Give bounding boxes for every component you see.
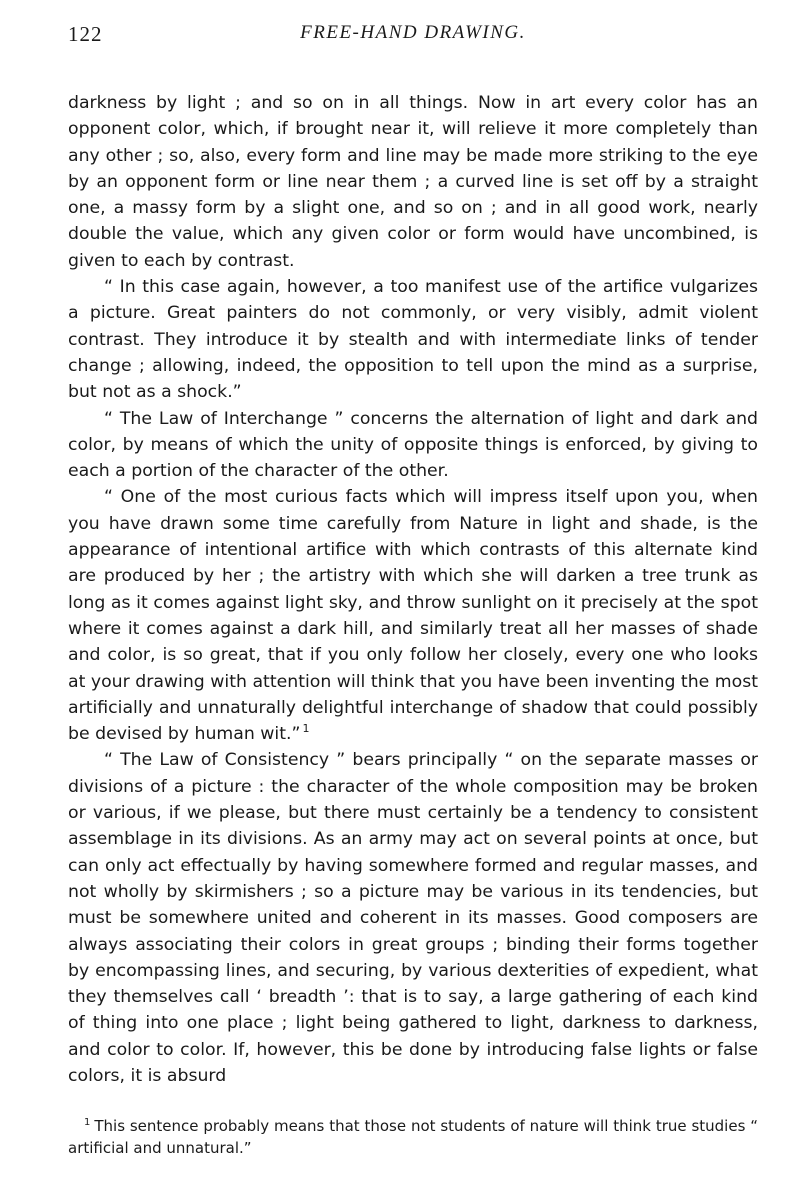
paragraph-5: “ The Law of Consistency ” bears principally “ on the separate masses or divisions of a picture : the character of the whole composition may be broken or various, if we please, but there must certainly be a tendency to consistent assemblage in its divisions. As an army may act on several points at once, but can only act effectually by having somewhere formed and regular masses, and not wholly by skirmishers ; so a picture may be various in its tendencies, but must be somewhere united and coherent in its masses. Good composers are always associating their colors in great groups ; binding their forms together by encompassing lines, and securing, by various dexterities of expedient, what they themselves call ‘ breadth ’: that is to say, a large gathering of each kind of thing into one place ; light being gathered to light, darkness to darkness, and color to color. If, however, this be done by introducing false lights or false colors, it is absurd: [68, 750, 758, 1086]
footnote-reference[interactable]: 1: [302, 722, 310, 736]
paragraph-4-text: “ One of the most curious facts which will impress itself upon you, when you have drawn some time carefully from Nature in light and shade, is the appearance of intentional artifice with which contrasts of this alternate kind are produced by her ; the artistry with which she will darken a tree trunk as long as it comes against light sky, and throw sunlight on it precisely at the spot where it comes against a dark hill, and similarly treat all her masses of shade and color, is so great, that if you only follow her closely, every one who looks at your drawing with attention will think that you have been inventing the most artificially and unnaturally delightful interchange of shadow that could possibly be devised by human wit.”: [68, 487, 758, 745]
body-text: [68, 90, 758, 1089]
paragraph-4: [68, 484, 758, 747]
paragraph-3: “ The Law of Interchange ” concerns the alternation of light and dark and color, by means of which the unity of opposite things is enforced, by giving to each a portion of the character of the other.: [68, 408, 758, 482]
paragraph-1: darkness by light ; and so on in all things. Now in art every color has an opponent color, which, if brought near it, will relieve it more completely than any other ; so, also, every form and line may be made more striking to the eye by an opponent form or line near them ; a curved line is set off by a straight one, a massy form by a slight one, and so on ; and in all good work, nearly double the value, which any given color or form would have uncombined, is given to each by contrast.: [68, 93, 758, 271]
footnote-marker: 1: [84, 1117, 91, 1129]
page-number: 122: [68, 22, 103, 46]
page-header: [68, 22, 758, 46]
running-title: FREE-HAND DRAWING.: [300, 22, 526, 43]
footnote-text: This sentence probably means that those not students of nature will think true studies “ artificial and unnatural.”: [68, 1117, 758, 1158]
paragraph-2: “ In this case again, however, a too manifest use of the artifice vulgarizes a picture. Great painters do not commonly, or very visibly, admit violent contrast. They introduce it by stealth and with intermediate links of tender change ; allowing, indeed, the opposition to tell upon the mind as a surprise, but not as a shock.”: [68, 277, 758, 403]
footnote: [68, 1115, 758, 1159]
book-page: [68, 22, 758, 1159]
